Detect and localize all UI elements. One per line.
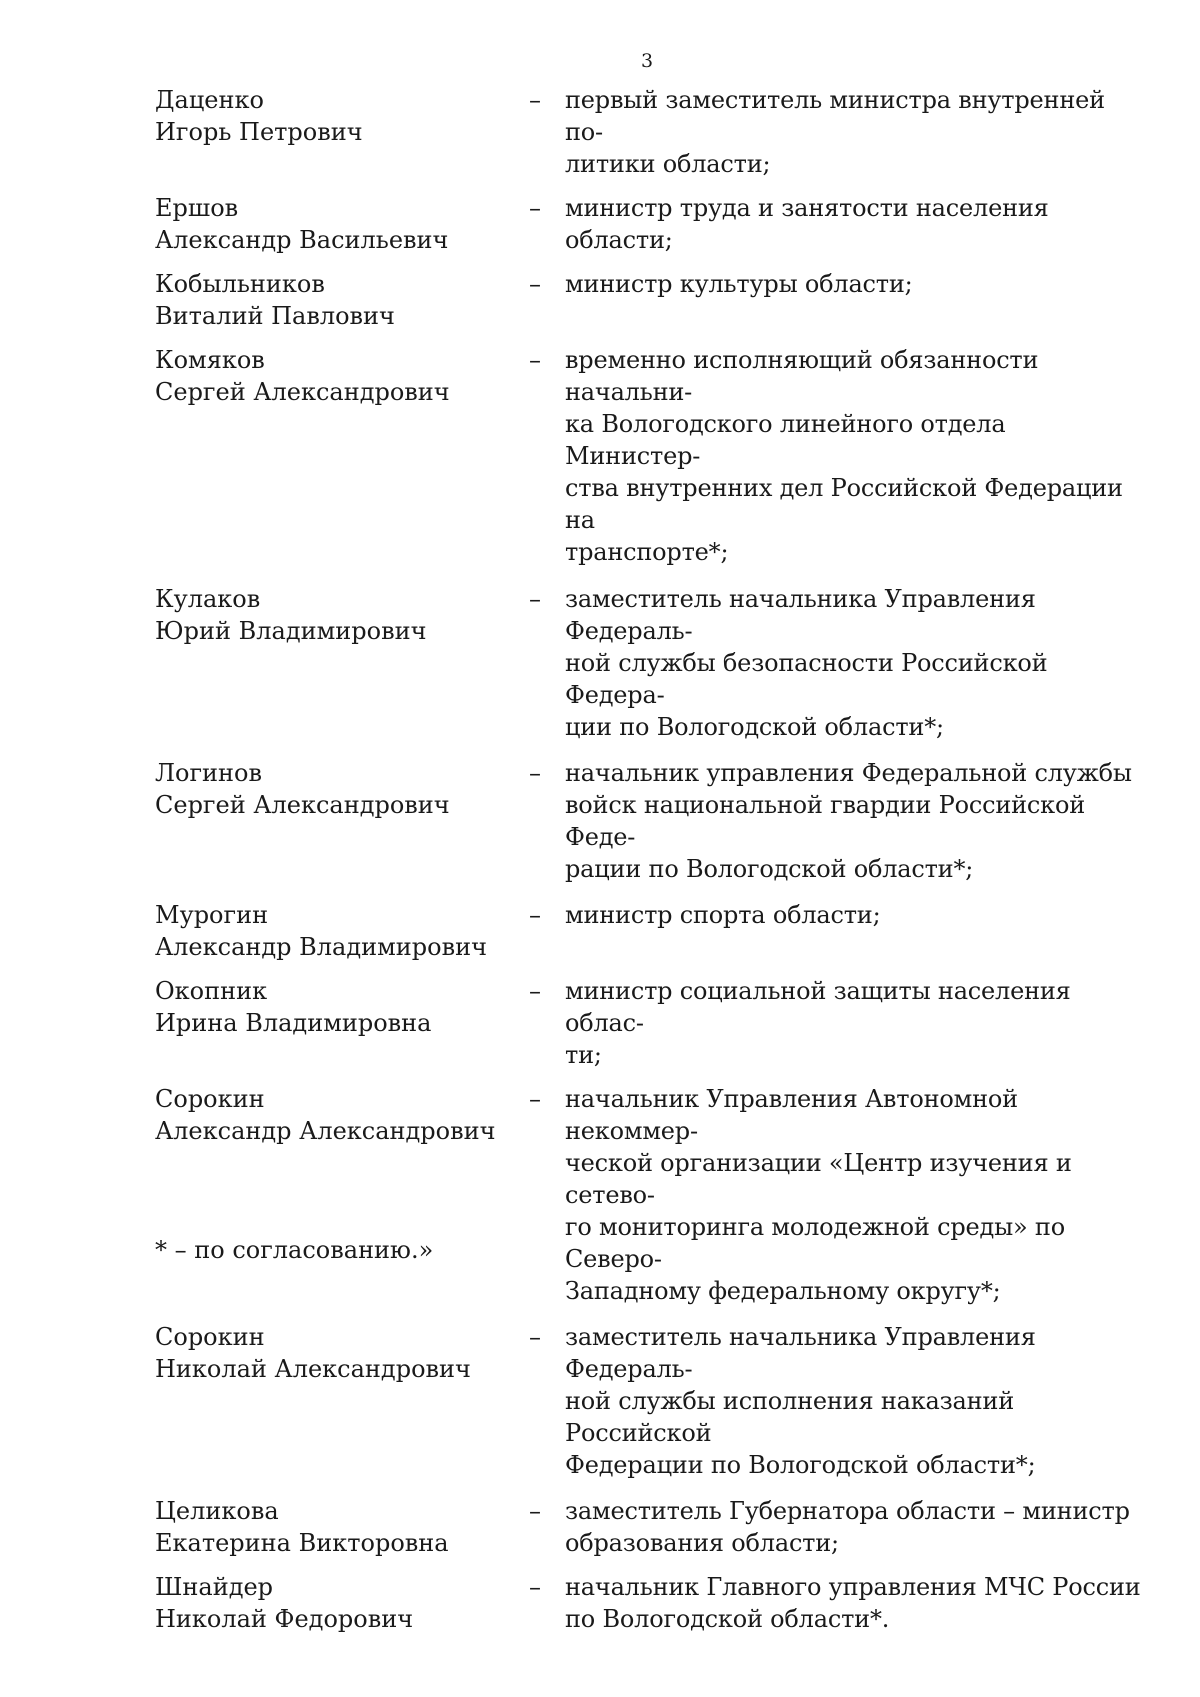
member-position: заместитель начальника Управления Федераль- ной службы исполнения наказаний Российской Федерации по Вологодской области*; — [565, 1323, 1036, 1479]
member-name: Кулаков Юрий Владимирович — [155, 585, 427, 645]
dash-separator: – — [529, 1085, 541, 1113]
member-entry — [155, 1083, 1145, 1307]
page-number: 3 — [641, 50, 654, 72]
dash-separator: – — [529, 759, 541, 787]
member-entry — [155, 975, 1145, 1071]
member-entry — [155, 583, 1145, 743]
dash-separator: – — [529, 977, 541, 1005]
dash-separator: – — [529, 1573, 541, 1601]
member-name: Целикова Екатерина Викторовна — [155, 1497, 449, 1557]
member-name: Ершов Александр Васильевич — [155, 194, 449, 254]
dash-separator: – — [529, 346, 541, 374]
footnote: * – по согласованию.» — [155, 1236, 434, 1264]
member-entry — [155, 84, 1145, 180]
member-entry — [155, 1571, 1145, 1635]
member-position: первый заместитель министра внутренней по- литики области; — [565, 86, 1105, 178]
member-entry — [155, 757, 1145, 885]
dash-separator: – — [529, 901, 541, 929]
member-name: Логинов Сергей Александрович — [155, 759, 450, 819]
member-position: министр спорта области; — [565, 901, 881, 929]
member-entry — [155, 899, 1145, 963]
member-entry — [155, 192, 1145, 256]
member-entry — [155, 1321, 1145, 1481]
member-position: министр культуры области; — [565, 270, 913, 298]
member-name: Комяков Сергей Александрович — [155, 346, 450, 406]
dash-separator: – — [529, 194, 541, 222]
dash-separator: – — [529, 1497, 541, 1525]
member-name: Шнайдер Николай Федорович — [155, 1573, 414, 1633]
member-position: заместитель Губернатора области – министр образования области; — [565, 1497, 1130, 1557]
member-name: Сорокин Николай Александрович — [155, 1323, 471, 1383]
member-position: министр социальной защиты населения облас- ти; — [565, 977, 1071, 1069]
member-name: Кобыльников Виталий Павлович — [155, 270, 395, 330]
member-name: Мурогин Александр Владимирович — [155, 901, 487, 961]
dash-separator: – — [529, 1323, 541, 1351]
member-entry — [155, 1495, 1145, 1559]
member-position: начальник Главного управления МЧС России по Вологодской области*. — [565, 1573, 1141, 1633]
member-position: министр труда и занятости населения области; — [565, 194, 1049, 254]
member-name: Даценко Игорь Петрович — [155, 86, 363, 146]
dash-separator: – — [529, 86, 541, 114]
dash-separator: – — [529, 585, 541, 613]
member-entry — [155, 344, 1145, 568]
member-position: начальник Управления Автономной некоммер- ческой организации «Центр изучения и сетево- го мониторинга молодежной среды» по Северо- Западному федеральному округу*; — [565, 1085, 1072, 1305]
member-position: заместитель начальника Управления Федераль- ной службы безопасности Российской Федера- ции по Вологодской области*; — [565, 585, 1048, 741]
member-name: Окопник Ирина Владимировна — [155, 977, 432, 1037]
member-entry — [155, 268, 1145, 332]
member-list — [155, 84, 1145, 1635]
dash-separator: – — [529, 270, 541, 298]
member-position: временно исполняющий обязанности начальни- ка Вологодского линейного отдела Министер- ства внутренних дел Российской Федерации на транспорте*; — [565, 346, 1123, 566]
member-name: Сорокин Александр Александрович — [155, 1085, 496, 1145]
member-position: начальник управления Федеральной службы войск национальной гвардии Российской Феде- рации по Вологодской области*; — [565, 759, 1132, 883]
